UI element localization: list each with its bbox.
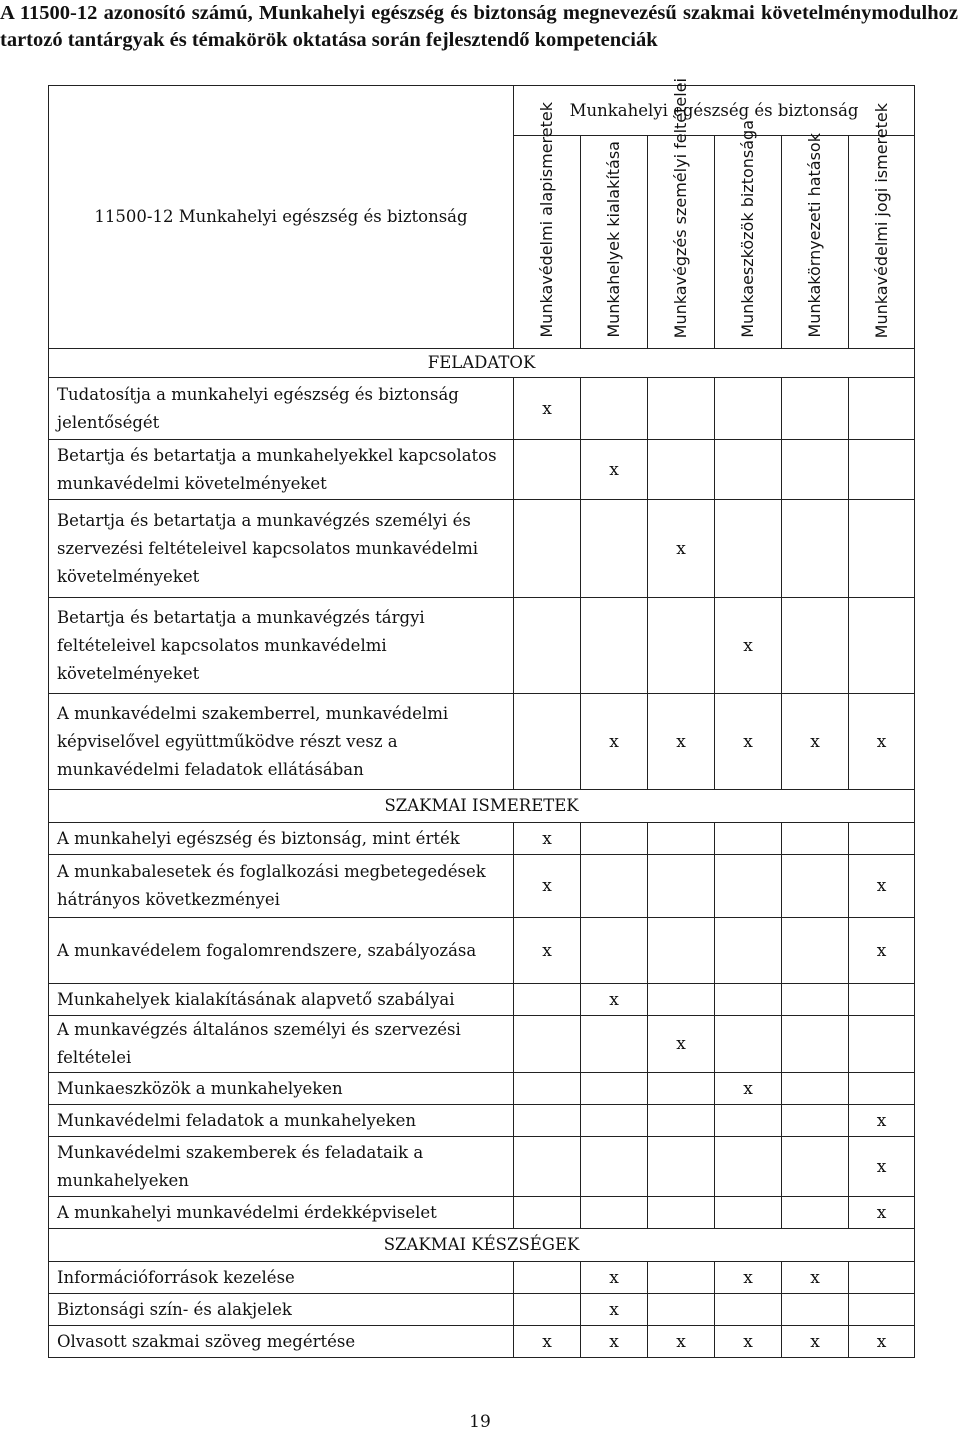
mark-cell [782,500,849,598]
mark-cell: x [849,855,915,918]
column-header-cell [849,102,915,349]
mark-cell [648,1262,715,1294]
column-header-cell [581,136,648,349]
mark-cell: x [581,1262,648,1294]
row-label: Betartja és betartatja a munkavégzés tárgyi feltételeivel kapcsolatos munkavédelmi követelményeket [49,598,514,694]
mark-cell: x [782,694,849,790]
table-row [49,1073,915,1105]
mark-cell [581,823,648,855]
table-row [49,1197,915,1229]
mark-cell: x [715,694,782,790]
row-label: Munkaeszközök a munkahelyeken [49,1073,514,1105]
mark-cell [581,855,648,918]
row-label: A munkahelyi egészség és biztonság, mint érték [49,823,514,855]
mark-cell [581,1073,648,1105]
mark-cell [648,1105,715,1137]
mark-cell: x [581,984,648,1016]
table-row [49,1326,915,1358]
mark-cell [648,823,715,855]
mark-cell [715,918,782,984]
mark-cell [514,1105,581,1137]
mark-cell [648,598,715,694]
column-header: Munkavédelmi jogi ismeretek [871,102,891,338]
mark-cell [782,1197,849,1229]
mark-cell [581,918,648,984]
mark-cell: x [715,1326,782,1358]
row-label: Biztonsági szín- és alakjelek [49,1294,514,1326]
mark-cell [715,1105,782,1137]
mark-cell [648,378,715,440]
mark-cell [514,500,581,598]
table-row [49,1016,915,1073]
column-header-cell [648,77,715,349]
row-label: A munkavédelmi szakemberrel, munkavédelmi képviselővel együttműködve részt vesz a munkavédelmi feladatok ellátásában [49,694,514,790]
table-row [49,440,915,500]
mark-cell: x [715,598,782,694]
section-heading: SZAKMAI ISMERETEK [384,796,579,815]
row-label: A munkabalesetek és foglalkozási megbetegedések hátrányos következményei [49,855,514,918]
mark-cell: x [849,694,915,790]
mark-cell [849,598,915,694]
section-heading: FELADATOK [427,353,536,372]
mark-cell [715,823,782,855]
mark-cell [648,440,715,500]
mark-cell [514,440,581,500]
row-label: Tudatosítja a munkahelyi egészség és biztonság jelentőségét [49,378,514,440]
mark-cell [849,440,915,500]
row-label: A munkahelyi munkavédelmi érdekképviselet [49,1197,514,1229]
mark-cell [782,1137,849,1197]
column-header: Munkahelyek kialakítása [604,141,623,338]
mark-cell [514,598,581,694]
section-heading-cell [49,790,915,823]
mark-cell [581,1197,648,1229]
subject-header: Munkahelyi egészség és biztonság [569,100,859,120]
competency-table [48,77,915,1358]
section-heading: SZAKMAI KÉSZSÉGEK [383,1235,580,1254]
mark-cell [782,378,849,440]
row-label: Betartja és betartatja a munkahelyekkel kapcsolatos munkavédelmi követelményeket [49,440,514,500]
mark-cell [581,1016,648,1073]
mark-cell: x [514,378,581,440]
mark-cell: x [514,823,581,855]
mark-cell [782,440,849,500]
mark-cell: x [849,1137,915,1197]
row-label: Betartja és betartatja a munkavégzés személyi és szervezési feltételeivel kapcsolatos munkavédelmi követelményeket [49,500,514,598]
row-label: Munkavédelmi feladatok a munkahelyeken [49,1105,514,1137]
mark-cell [648,984,715,1016]
mark-cell: x [581,694,648,790]
mark-cell: x [849,1197,915,1229]
mark-cell [581,500,648,598]
column-header-cell [715,120,782,349]
mark-cell: x [514,918,581,984]
table-row [49,1105,915,1137]
mark-cell: x [648,1326,715,1358]
mark-cell [715,1294,782,1326]
mark-cell [715,440,782,500]
table-row [49,694,915,790]
mark-cell [648,918,715,984]
mark-cell: x [782,1262,849,1294]
mark-cell: x [715,1262,782,1294]
mark-cell [849,823,915,855]
mark-cell [782,918,849,984]
column-header: Munkavégzés személyi feltételei [671,77,690,338]
mark-cell [514,1294,581,1326]
mark-cell [514,1073,581,1105]
mark-cell [849,1073,915,1105]
mark-cell [715,984,782,1016]
table-row [49,984,915,1016]
table-row [49,1294,915,1326]
mark-cell: x [514,855,581,918]
mark-cell: x [581,1294,648,1326]
mark-cell [648,1197,715,1229]
mark-cell [782,1294,849,1326]
row-label: Információforrások kezelése [49,1262,514,1294]
mark-cell [782,1073,849,1105]
mark-cell [849,378,915,440]
mark-cell [648,1294,715,1326]
row-label: A munkavégzés általános személyi és szervezési feltételei [49,1016,514,1073]
mark-cell [782,984,849,1016]
mark-cell [849,1294,915,1326]
mark-cell [648,1073,715,1105]
mark-cell [648,1137,715,1197]
mark-cell [715,1197,782,1229]
mark-cell: x [581,1326,648,1358]
column-header: Munkaeszközök biztonsága [738,120,757,338]
module-header: 11500-12 Munkahelyi egészség és biztonság [94,207,468,226]
table-row [49,823,915,855]
mark-cell [849,984,915,1016]
table-row [49,1137,915,1197]
mark-cell [581,1105,648,1137]
section-heading-cell [49,349,915,378]
mark-cell [514,694,581,790]
column-header-cell [514,102,581,349]
mark-cell [581,598,648,694]
mark-cell [648,855,715,918]
mark-cell [514,1016,581,1073]
mark-cell: x [648,1016,715,1073]
mark-cell [581,378,648,440]
table-row [49,378,915,440]
mark-cell: x [648,694,715,790]
row-label: Olvasott szakmai szöveg megértése [49,1326,514,1358]
column-header: Munkavédelmi alapismeretek [537,102,556,338]
mark-cell [849,500,915,598]
table-row [49,598,915,694]
mark-cell [715,1016,782,1073]
mark-cell: x [782,1326,849,1358]
section-heading-cell [49,1229,915,1262]
mark-cell: x [581,440,648,500]
table-row [49,918,915,984]
module-header-cell [49,86,514,349]
mark-cell [514,984,581,1016]
mark-cell [782,1016,849,1073]
column-header-cell [782,133,849,349]
table-row [49,1262,915,1294]
column-header: Munkakörnyezeti hatások [805,133,824,338]
mark-cell [849,1016,915,1073]
mark-cell [782,598,849,694]
mark-cell: x [648,500,715,598]
mark-cell: x [849,1326,915,1358]
mark-cell: x [849,918,915,984]
table-row [49,500,915,598]
mark-cell [581,1137,648,1197]
mark-cell [715,855,782,918]
mark-cell [715,1137,782,1197]
mark-cell [715,500,782,598]
mark-cell: x [715,1073,782,1105]
mark-cell [514,1137,581,1197]
document-title: A 11500-12 azonosító számú, Munkahelyi egészség és biztonság megnevezésű szakmai követelménymodulhoz tartozó tantárgyak és témakörök oktatása során fejlesztendő kompetenciák [0,2,958,51]
page-number: 19 [469,1412,491,1432]
mark-cell [782,823,849,855]
mark-cell [514,1262,581,1294]
row-label: Munkavédelmi szakemberek és feladataik a munkahelyeken [49,1137,514,1197]
row-label: Munkahelyek kialakításának alapvető szabályai [49,984,514,1016]
mark-cell [782,1105,849,1137]
mark-cell: x [514,1326,581,1358]
mark-cell [715,378,782,440]
mark-cell [849,1262,915,1294]
mark-cell: x [849,1105,915,1137]
row-label: A munkavédelem fogalomrendszere, szabályozása [49,918,514,984]
mark-cell [782,855,849,918]
subject-header-cell [514,86,915,136]
table-row [49,855,915,918]
mark-cell [514,1197,581,1229]
